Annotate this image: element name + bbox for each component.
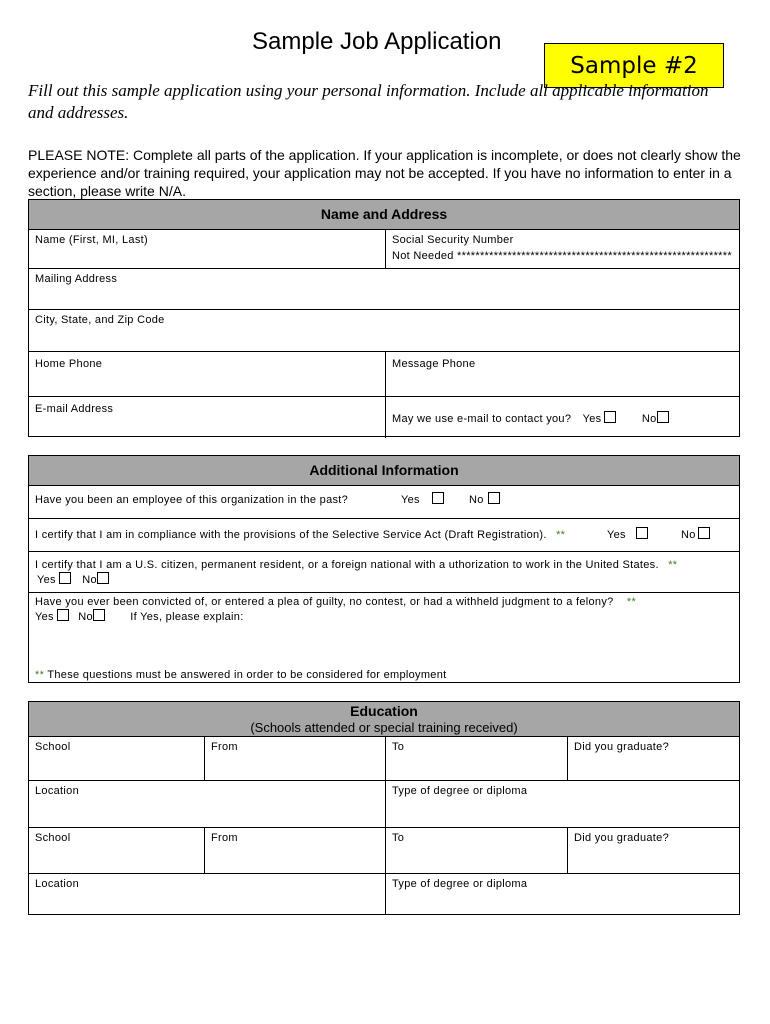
employee-row bbox=[29, 486, 739, 519]
employee-yes-checkbox[interactable] bbox=[432, 492, 444, 504]
selective-yes-label: Yes bbox=[607, 529, 626, 541]
location-field-1[interactable] bbox=[29, 781, 385, 827]
felony-yes-checkbox[interactable] bbox=[57, 609, 69, 621]
location-row-2 bbox=[29, 874, 739, 914]
degree-label: Type of degree or diploma bbox=[392, 878, 528, 890]
school-field-1[interactable] bbox=[29, 737, 204, 780]
home-phone-label: Home Phone bbox=[35, 358, 103, 370]
selective-service-question: I certify that I am in compliance with the provisions of the Selective Service Act (Draft Registration). bbox=[35, 529, 547, 541]
felony-question: Have you ever been convicted of, or entered a plea of guilty, no contest, or had a withheld judgment to a felony? bbox=[35, 596, 614, 608]
mailing-address-field[interactable] bbox=[29, 269, 739, 309]
selective-service-asterisks: ** bbox=[556, 529, 566, 541]
name-label: Name (First, MI, Last) bbox=[35, 234, 148, 246]
selective-service-row bbox=[29, 519, 739, 552]
graduate-field-1[interactable] bbox=[567, 737, 739, 780]
to-field-1[interactable] bbox=[385, 737, 567, 780]
email-yes-label: Yes bbox=[582, 413, 602, 425]
school-label: School bbox=[35, 832, 71, 844]
ssn-field[interactable] bbox=[385, 230, 739, 268]
email-contact-cell bbox=[385, 397, 739, 438]
education-title: Education bbox=[350, 703, 418, 719]
location-row-1 bbox=[29, 781, 739, 828]
city-label: City, State, and Zip Code bbox=[35, 314, 165, 326]
citizen-yes-checkbox[interactable] bbox=[59, 572, 71, 584]
felony-row bbox=[29, 593, 739, 682]
employee-question: Have you been an employee of this organization in the past? bbox=[35, 494, 349, 506]
message-phone-label: Message Phone bbox=[392, 358, 476, 370]
email-contact-question: May we use e-mail to contact you? bbox=[392, 413, 572, 425]
employee-no-checkbox[interactable] bbox=[488, 492, 500, 504]
felony-yes-label: Yes bbox=[35, 611, 54, 623]
degree-label: Type of degree or diploma bbox=[392, 785, 528, 797]
footnote bbox=[35, 668, 447, 682]
ssn-label: Social Security Number bbox=[392, 234, 514, 246]
employee-question-cell bbox=[29, 486, 739, 518]
name-field[interactable] bbox=[29, 230, 385, 268]
education-section bbox=[28, 701, 740, 915]
citizen-yes-label: Yes bbox=[37, 574, 56, 586]
education-subtitle: (Schools attended or special training received) bbox=[250, 720, 518, 735]
additional-info-header: Additional Information bbox=[29, 456, 739, 486]
email-row bbox=[29, 397, 739, 438]
from-label: From bbox=[211, 741, 238, 753]
location-field-2[interactable] bbox=[29, 874, 385, 914]
felony-no-checkbox[interactable] bbox=[93, 609, 105, 621]
school-label: School bbox=[35, 741, 71, 753]
graduate-field-2[interactable] bbox=[567, 828, 739, 873]
felony-explain-label: If Yes, please explain: bbox=[130, 611, 244, 623]
home-phone-field[interactable] bbox=[29, 352, 385, 396]
citizen-no-label: No bbox=[82, 574, 97, 586]
employee-no-label: No bbox=[469, 494, 484, 506]
school-row-2 bbox=[29, 828, 739, 874]
employee-yes-label: Yes bbox=[401, 494, 420, 506]
citizen-no-checkbox[interactable] bbox=[97, 572, 109, 584]
mailing-row bbox=[29, 269, 739, 310]
email-no-checkbox[interactable] bbox=[657, 411, 669, 423]
citizen-row bbox=[29, 552, 739, 593]
message-phone-field[interactable] bbox=[385, 352, 739, 396]
citizen-cell bbox=[29, 552, 739, 592]
selective-no-label: No bbox=[681, 529, 696, 541]
location-label: Location bbox=[35, 878, 79, 890]
intro-text: Fill out this sample application using your personal information. Include all applicable information and addresses. bbox=[28, 81, 709, 122]
from-label: From bbox=[211, 832, 238, 844]
city-row bbox=[29, 310, 739, 352]
from-field-1[interactable] bbox=[204, 737, 385, 780]
felony-asterisks: ** bbox=[626, 596, 637, 608]
school-field-2[interactable] bbox=[29, 828, 204, 873]
mailing-label: Mailing Address bbox=[35, 273, 118, 285]
footnote-text: These questions must be answered in order to be considered for employment bbox=[47, 669, 447, 681]
name-ssn-row bbox=[29, 230, 739, 269]
sample-badge: Sample #2 bbox=[544, 43, 724, 88]
education-header bbox=[29, 702, 739, 737]
footnote-asterisks: ** bbox=[35, 669, 45, 681]
email-label: E-mail Address bbox=[35, 403, 114, 415]
email-no-label: No bbox=[641, 413, 657, 425]
felony-cell[interactable] bbox=[29, 593, 739, 682]
please-note-text: PLEASE NOTE: Complete all parts of the application. If your application is incomplete, or does not clearly show the experience and/or training required, your application may not be accepted. If you have no information to enter in a section, please write N/A. bbox=[28, 147, 741, 199]
name-address-header: Name and Address bbox=[29, 200, 739, 230]
citizen-asterisks: ** bbox=[668, 559, 678, 571]
phone-row bbox=[29, 352, 739, 397]
graduate-label: Did you graduate? bbox=[574, 832, 669, 844]
degree-field-2[interactable] bbox=[385, 874, 739, 914]
ssn-value: Not Needed ************************************************************ bbox=[392, 250, 732, 262]
selective-no-checkbox[interactable] bbox=[698, 527, 710, 539]
felony-no-label: No bbox=[78, 611, 93, 623]
from-field-2[interactable] bbox=[204, 828, 385, 873]
additional-info-section bbox=[28, 455, 740, 683]
to-label: To bbox=[392, 741, 405, 753]
selective-yes-checkbox[interactable] bbox=[636, 527, 648, 539]
graduate-label: Did you graduate? bbox=[574, 741, 669, 753]
citizen-question: I certify that I am a U.S. citizen, permanent resident, or a foreign national with a uthorization to work in the United States. bbox=[35, 559, 659, 571]
email-field[interactable] bbox=[29, 397, 385, 438]
to-label: To bbox=[392, 832, 405, 844]
city-state-zip-field[interactable] bbox=[29, 310, 739, 351]
to-field-2[interactable] bbox=[385, 828, 567, 873]
degree-field-1[interactable] bbox=[385, 781, 739, 827]
location-label: Location bbox=[35, 785, 79, 797]
school-row-1 bbox=[29, 737, 739, 781]
page-title: Sample Job Application bbox=[252, 28, 502, 55]
name-address-section bbox=[28, 199, 740, 437]
email-yes-checkbox[interactable] bbox=[604, 411, 616, 423]
selective-service-cell bbox=[29, 519, 739, 551]
